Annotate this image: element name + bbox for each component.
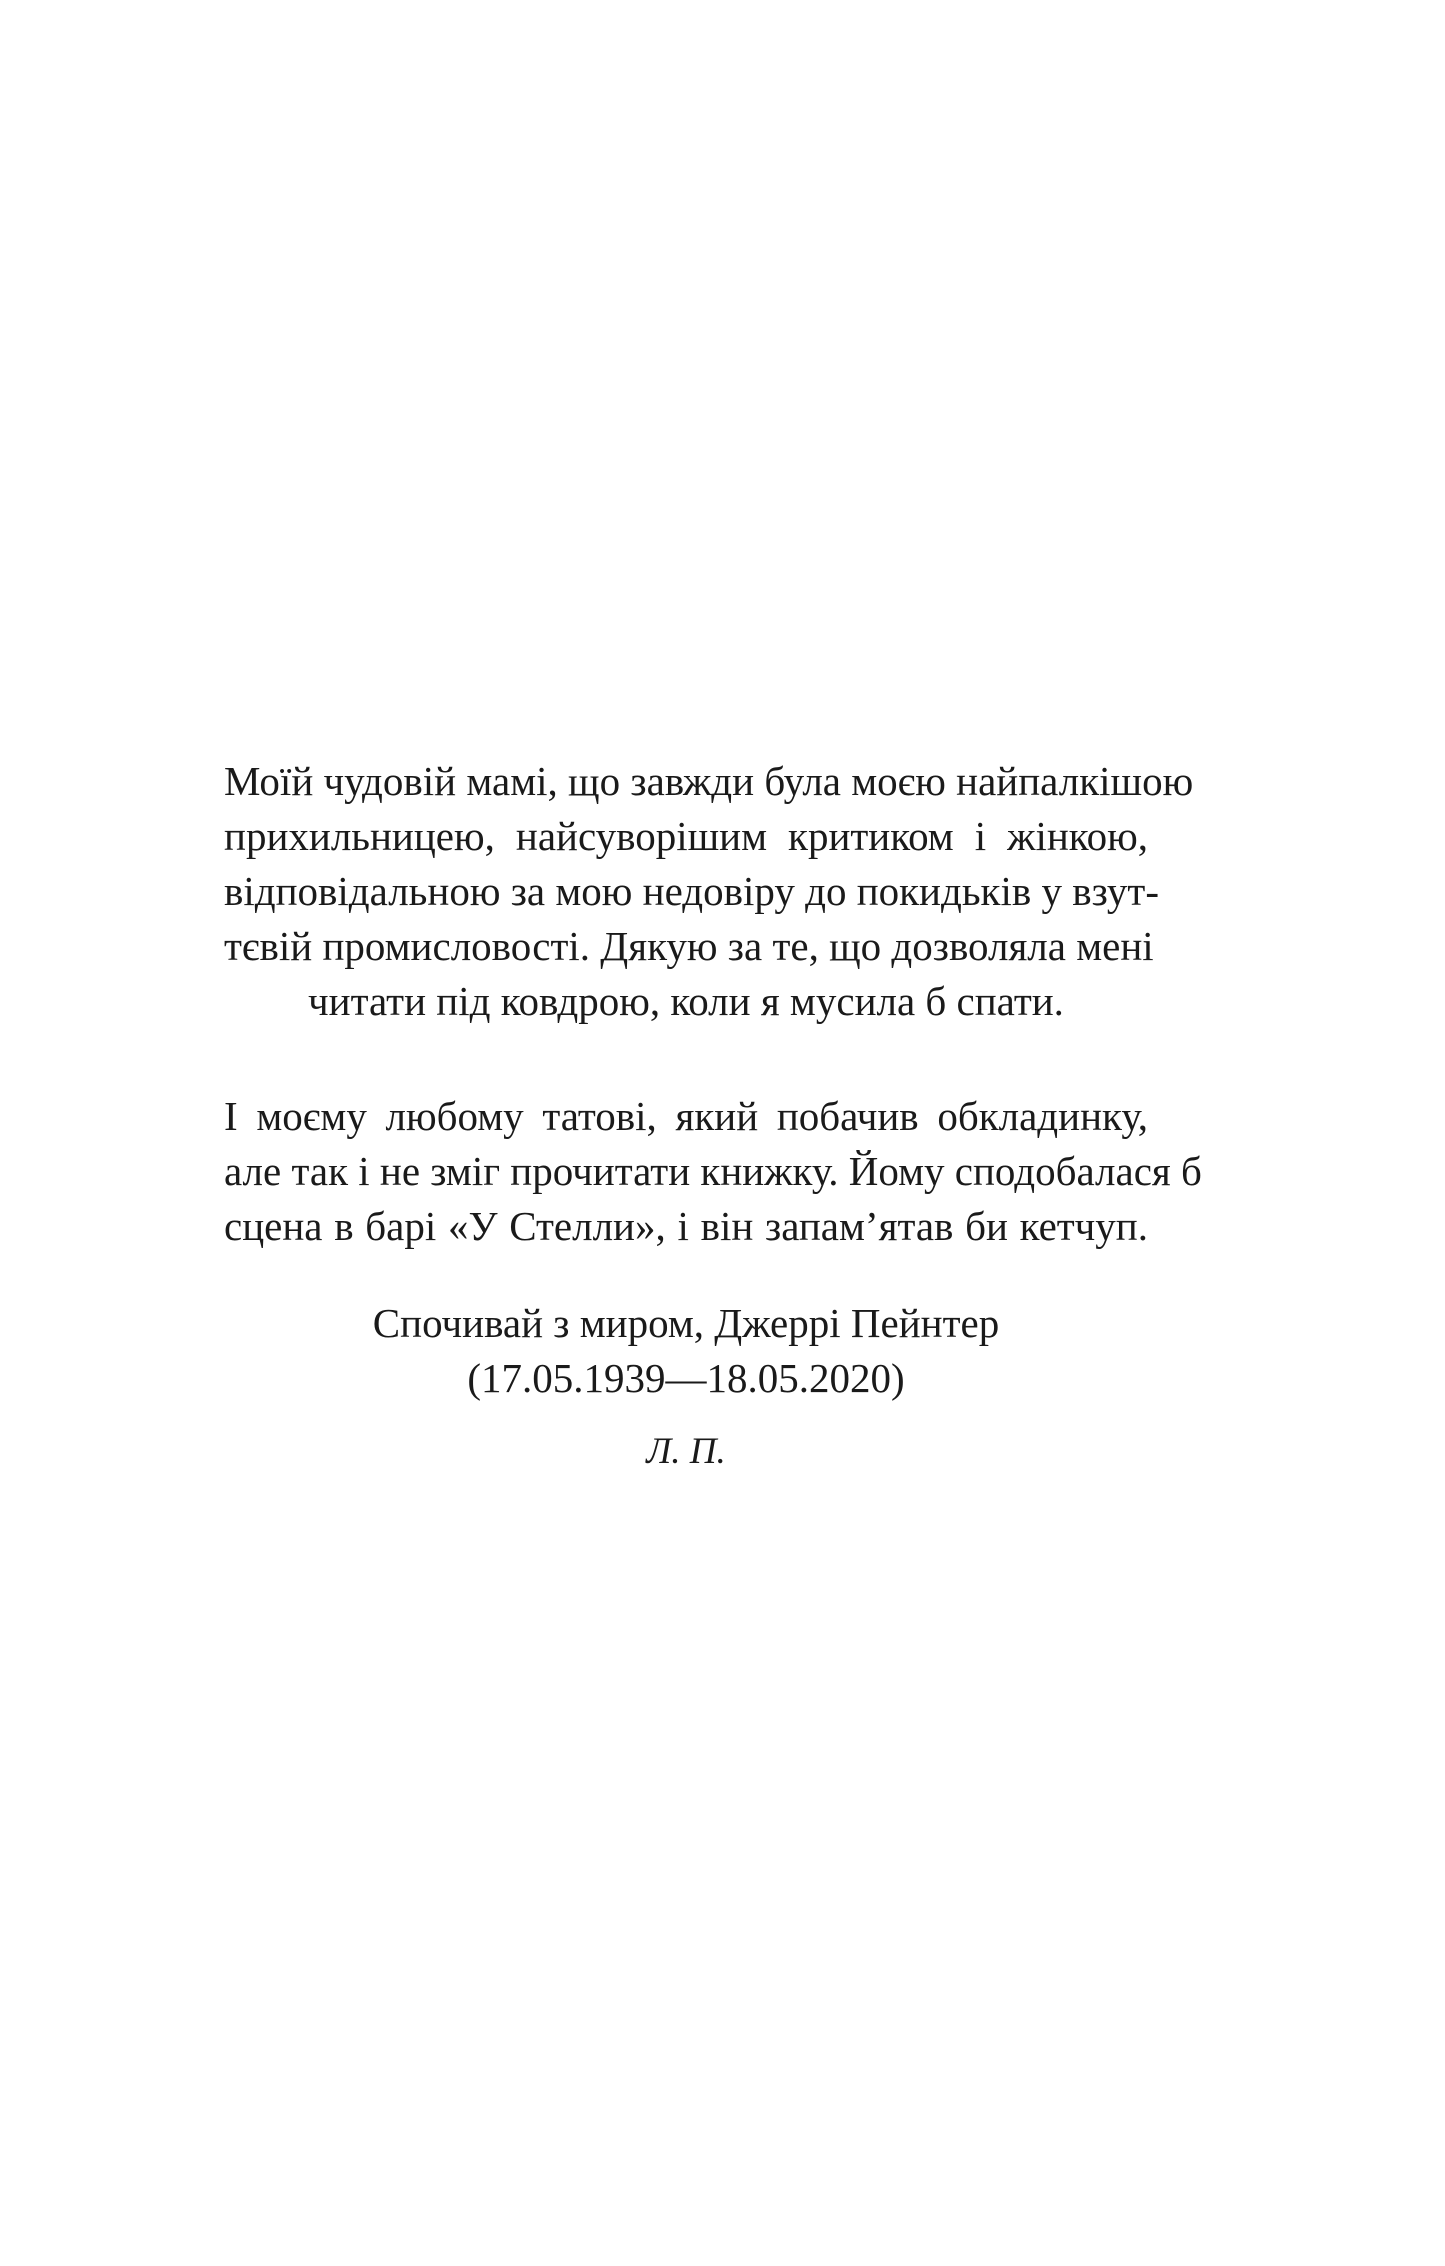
dedication-line: І моєму любому татові, який побачив обкладинку,	[224, 1093, 1148, 1139]
dedication-line: Моїй чудовій мамі, що завжди була моєю найпалкішою	[224, 758, 1194, 804]
dedication-paragraph-father	[224, 1089, 1202, 1254]
dedication-line: сцена в барі «У Стелли», і він запам’ятав би кетчуп.	[224, 1203, 1148, 1249]
dedication-block	[224, 754, 1202, 1479]
dedication-line: але так і не зміг прочитати книжку. Йому сподобалася б	[224, 1148, 1202, 1194]
dedication-line: тєвій промисловості. Дякую за те, що дозволяла мені	[224, 923, 1154, 969]
memorial-name: Спочивай з миром, Джеррі Пейнтер	[372, 1300, 1000, 1346]
dedication-paragraph-mother	[224, 754, 1194, 1029]
memorial-block	[224, 1296, 1148, 1406]
author-initials: Л. П.	[646, 1431, 726, 1472]
memorial-dates: (17.05.1939—18.05.2020)	[467, 1355, 905, 1401]
dedication-line: прихильницею, найсуворішим критиком і жінкою,	[224, 813, 1148, 859]
paragraph-spacer	[224, 1254, 1148, 1296]
paragraph-spacer	[224, 1029, 1148, 1089]
dedication-line: читати під ковдрою, коли я мусила б спати.	[308, 978, 1064, 1024]
dedication-line: відповідальною за мою недовіру до покидьків у взут-	[224, 868, 1159, 914]
